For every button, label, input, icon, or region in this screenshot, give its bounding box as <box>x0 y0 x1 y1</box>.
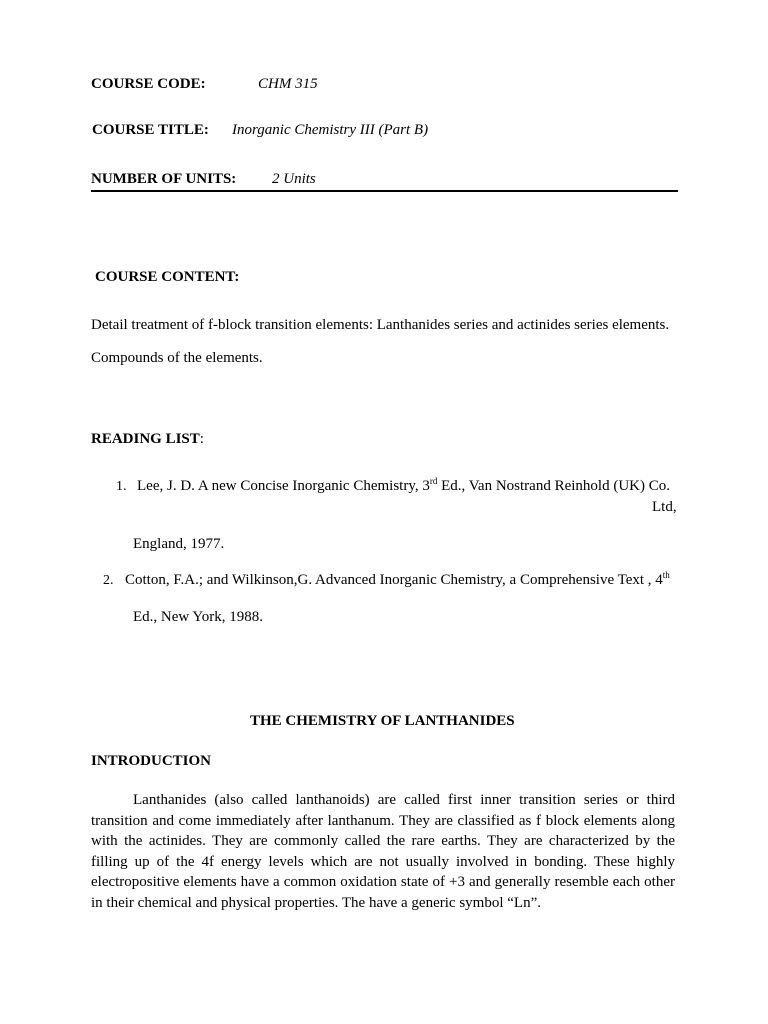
reading-item-1-sup: rd <box>429 476 438 486</box>
units-value: 2 Units <box>272 171 316 187</box>
reading-item-2-line-1 <box>125 572 670 589</box>
reading-item-1-line-3: England, 1977. <box>133 536 225 552</box>
reading-list-heading-colon: : <box>199 431 204 447</box>
reading-item-1-line-1 <box>137 478 670 495</box>
header-divider <box>91 190 678 192</box>
course-title-label: COURSE TITLE: <box>92 122 209 138</box>
course-content-line-2: Compounds of the elements. <box>91 350 263 366</box>
introduction-heading: INTRODUCTION <box>91 753 212 769</box>
units-label: NUMBER OF UNITS: <box>91 171 237 187</box>
reading-item-1-text-a: Lee, J. D. A new Concise Inorganic Chemistry, 3 <box>137 478 430 494</box>
course-title-value: Inorganic Chemistry III (Part B) <box>232 122 429 138</box>
reading-item-2-line-2: Ed., New York, 1988. <box>133 609 264 625</box>
reading-item-2-number: 2. <box>103 573 114 588</box>
course-code-label: COURSE CODE: <box>91 76 206 92</box>
course-content-line-1: Detail treatment of f-block transition elements: Lanthanides series and actinides series elements. <box>91 317 670 333</box>
reading-item-1-text-b: Ed., Van Nostrand Reinhold (UK) Co. <box>437 478 670 494</box>
reading-item-1-line-2: Ltd, <box>652 499 677 515</box>
course-code-value: CHM 315 <box>258 76 318 92</box>
section-title: THE CHEMISTRY OF LANTHANIDES <box>250 713 515 729</box>
reading-item-2-sup: th <box>662 570 670 580</box>
reading-list-heading <box>91 431 204 448</box>
reading-list-heading-text: READING LIST <box>91 431 200 447</box>
introduction-paragraph: Lanthanides (also called lanthanoids) are called first inner transition series or third transition and come immediately after lanthanum. They are classified as f block elements along with the actinides. They are commonly called the rare earths. They are characterized by the filling up of the 4f energy levels which are not usually involved in bonding. These highly electropositive elements have a common oxidation state of +3 and generally resemble each other in their chemical and physical properties. The have a generic symbol “Ln”. <box>91 792 675 911</box>
reading-item-2-text-a: Cotton, F.A.; and Wilkinson,G. Advanced Inorganic Chemistry, a Comprehensive Text , 4 <box>125 572 663 588</box>
course-content-heading: COURSE CONTENT: <box>95 269 240 285</box>
reading-item-1-number: 1. <box>116 479 127 494</box>
